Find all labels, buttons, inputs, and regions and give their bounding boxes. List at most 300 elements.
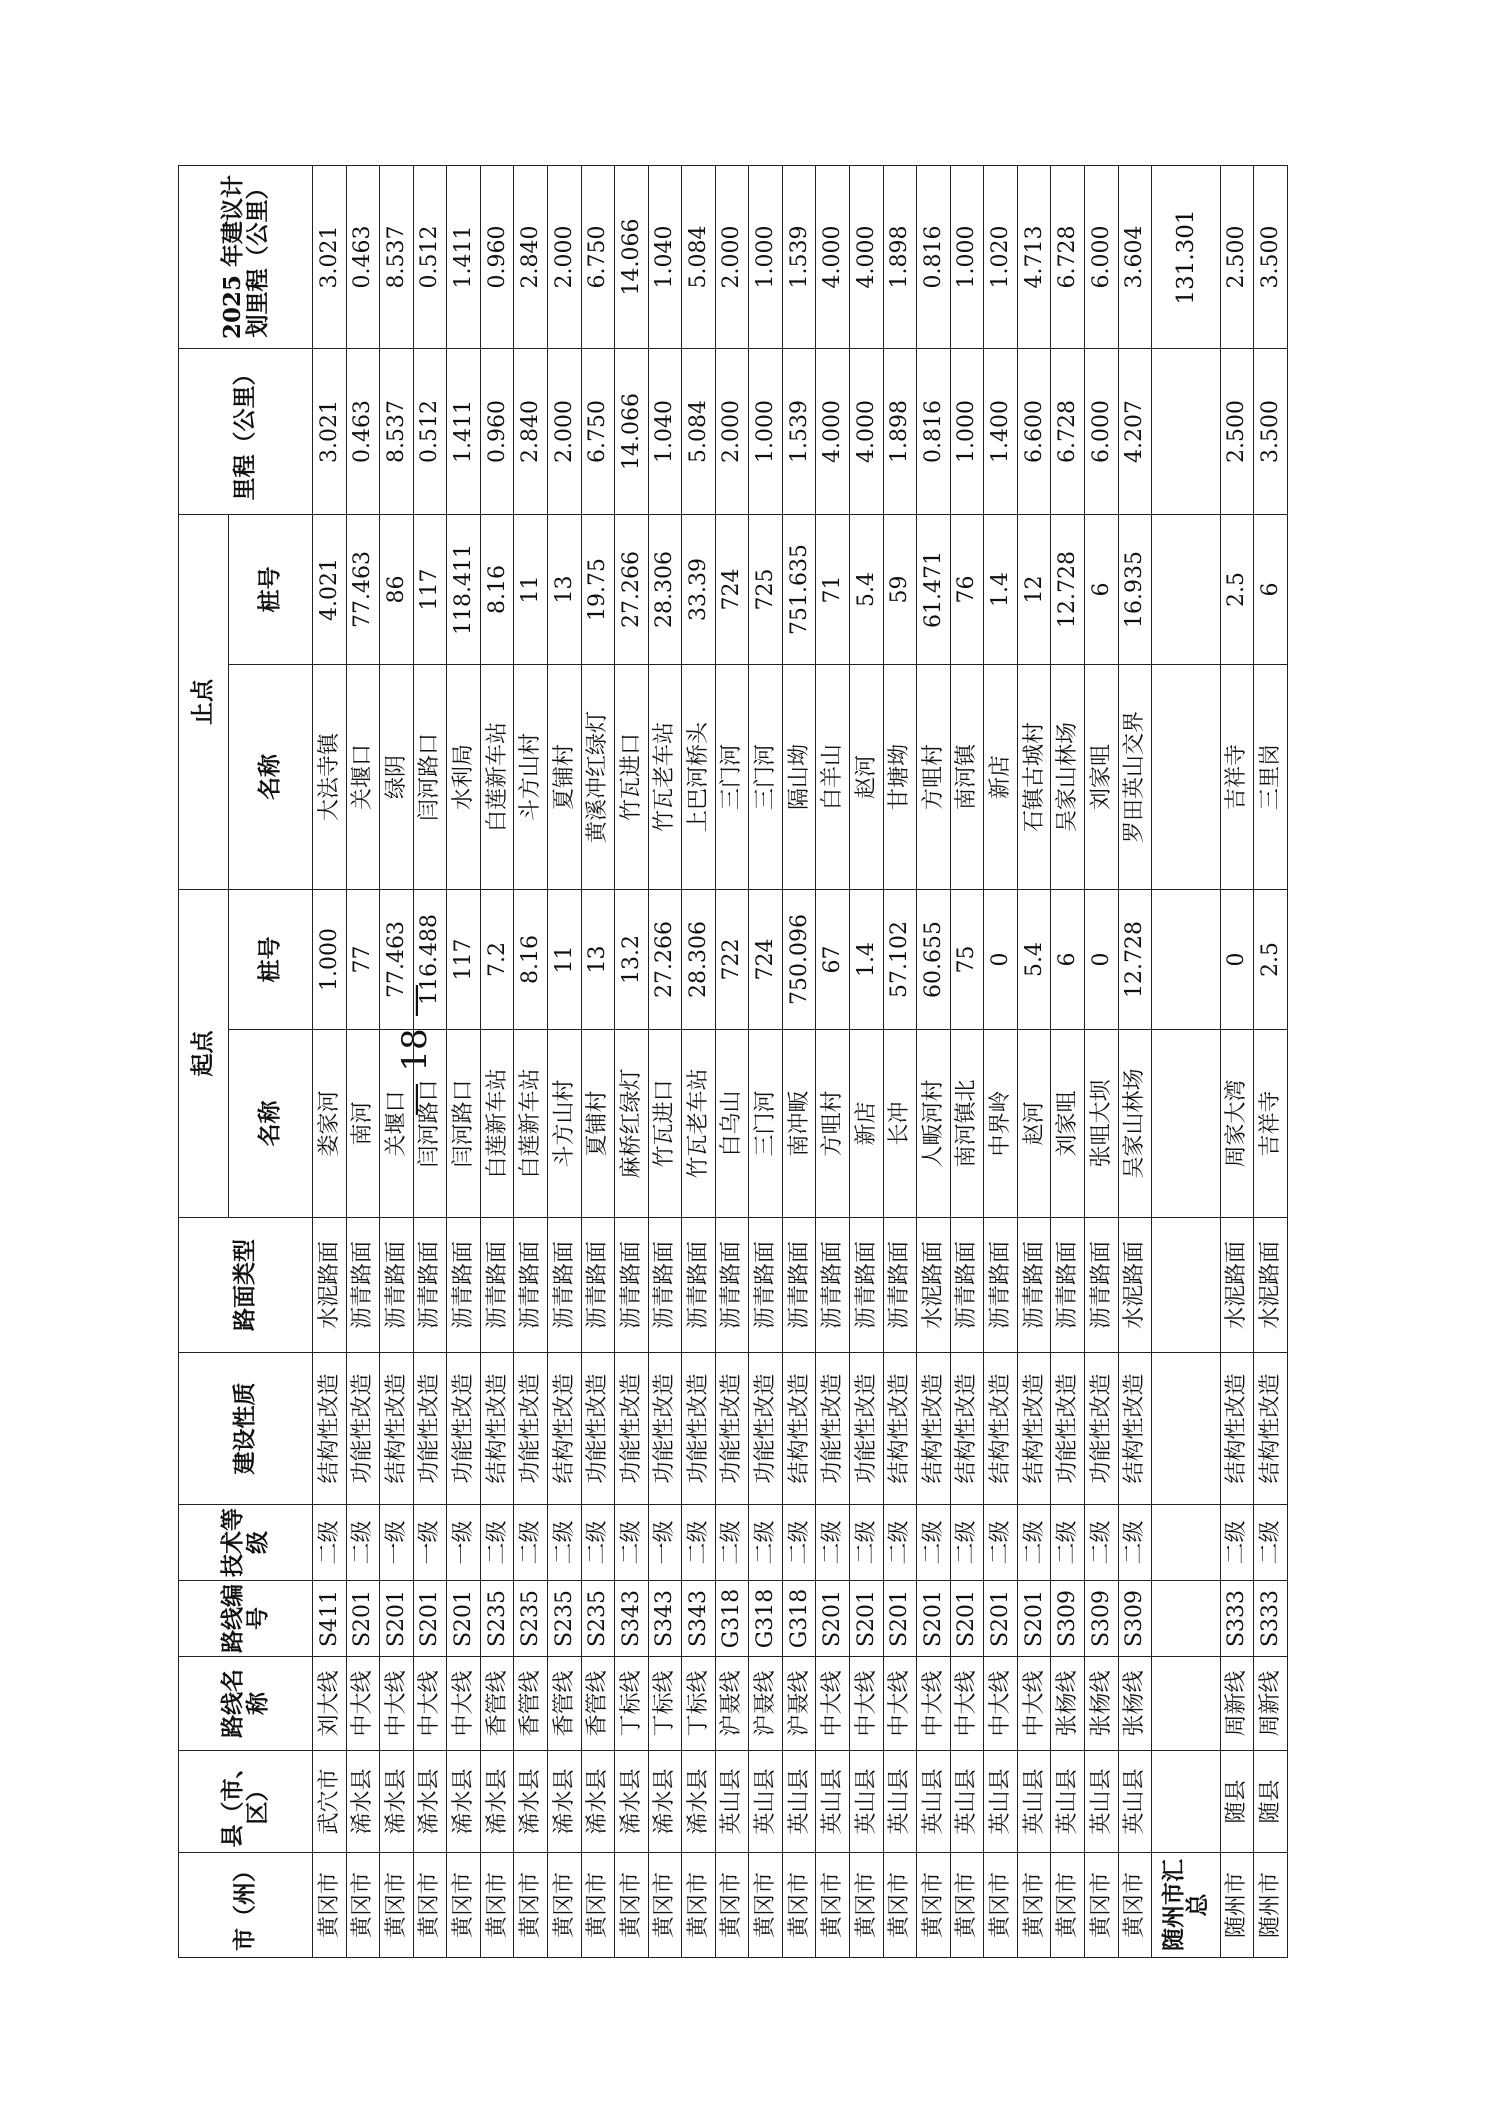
- cell-end-name: 上巴河桥头: [682, 665, 716, 890]
- cell-construction-type: 功能性改造: [1051, 1353, 1085, 1505]
- cell-pavement-type: 沥青路面: [447, 1218, 481, 1353]
- cell-pavement-type: 沥青路面: [615, 1218, 649, 1353]
- cell-start-stake: 77: [346, 890, 380, 1030]
- cell-plan-2025: 4.000: [850, 166, 884, 349]
- cell-mileage: 2.000: [715, 349, 749, 515]
- cell-start-name: 白莲新车站: [480, 1030, 514, 1218]
- cell-end-stake: 8.16: [480, 515, 514, 665]
- cell-route-code: G318: [749, 1581, 783, 1657]
- cell-construction-type: 结构性改造: [917, 1353, 951, 1505]
- cell-route-name: 丁标线: [682, 1657, 716, 1751]
- cell-city: 黄冈市: [1118, 1853, 1152, 1958]
- cell-end-name: 关堰口: [346, 665, 380, 890]
- cell-city: 黄冈市: [1051, 1853, 1085, 1958]
- table-row: [715, 166, 749, 1958]
- cell-tech-grade: 二级: [547, 1505, 581, 1581]
- cell-end-name: 南河镇: [950, 665, 984, 890]
- cell-city: 黄冈市: [547, 1853, 581, 1958]
- cell-county: 浠水县: [514, 1751, 548, 1853]
- cell-route-code: S343: [648, 1581, 682, 1657]
- cell-county: 武穴市: [313, 1751, 347, 1853]
- cell-start-name: 方咀村: [816, 1030, 850, 1218]
- summary-empty-cell: [1152, 515, 1221, 665]
- cell-route-name: 周新线: [1254, 1657, 1288, 1751]
- cell-pavement-type: 沥青路面: [581, 1218, 615, 1353]
- cell-county: 英山县: [715, 1751, 749, 1853]
- cell-route-name: 张杨线: [1084, 1657, 1118, 1751]
- cell-plan-2025: 1.000: [749, 166, 783, 349]
- cell-construction-type: 结构性改造: [1017, 1353, 1051, 1505]
- cell-end-stake: 28.306: [648, 515, 682, 665]
- cell-start-name: 刘家咀: [1051, 1030, 1085, 1218]
- cell-city: 黄冈市: [850, 1853, 884, 1958]
- cell-plan-2025: 5.084: [682, 166, 716, 349]
- cell-city: 黄冈市: [615, 1853, 649, 1958]
- cell-tech-grade: 一级: [447, 1505, 481, 1581]
- cell-end-name: 绿阴: [380, 665, 414, 890]
- cell-tech-grade: 二级: [615, 1505, 649, 1581]
- cell-county: 英山县: [850, 1751, 884, 1853]
- cell-end-stake: 6: [1084, 515, 1118, 665]
- cell-city: 黄冈市: [581, 1853, 615, 1958]
- cell-route-name: 中大线: [380, 1657, 414, 1751]
- cell-county: 浠水县: [346, 1751, 380, 1853]
- cell-route-name: 中大线: [816, 1657, 850, 1751]
- summary-empty-cell: [1152, 1218, 1221, 1353]
- cell-construction-type: 功能性改造: [514, 1353, 548, 1505]
- table-row: [581, 166, 615, 1958]
- summary-empty-cell: [1152, 1657, 1221, 1751]
- cell-route-name: 中大线: [850, 1657, 884, 1751]
- cell-end-stake: 751.635: [782, 515, 816, 665]
- cell-start-stake: 60.655: [917, 890, 951, 1030]
- cell-tech-grade: 二级: [850, 1505, 884, 1581]
- cell-end-stake: 4.021: [313, 515, 347, 665]
- header-tech-grade: 技术等级: [179, 1505, 313, 1581]
- cell-route-name: 香管线: [547, 1657, 581, 1751]
- cell-route-name: 中大线: [1017, 1657, 1051, 1751]
- cell-tech-grade: 二级: [313, 1505, 347, 1581]
- cell-route-name: 沪聂线: [715, 1657, 749, 1751]
- cell-construction-type: 结构性改造: [1254, 1353, 1288, 1505]
- cell-pavement-type: 沥青路面: [816, 1218, 850, 1353]
- cell-county: 英山县: [984, 1751, 1018, 1853]
- cell-mileage: 0.463: [346, 349, 380, 515]
- cell-tech-grade: 二级: [1051, 1505, 1085, 1581]
- cell-end-stake: 1.4: [984, 515, 1018, 665]
- summary-row: [1152, 166, 1221, 1958]
- cell-county: 浠水县: [581, 1751, 615, 1853]
- cell-pavement-type: 沥青路面: [413, 1218, 447, 1353]
- cell-tech-grade: 二级: [1017, 1505, 1051, 1581]
- cell-start-stake: 7.2: [480, 890, 514, 1030]
- cell-city: 黄冈市: [413, 1853, 447, 1958]
- cell-pavement-type: 沥青路面: [380, 1218, 414, 1353]
- cell-city: 黄冈市: [380, 1853, 414, 1958]
- cell-route-code: S201: [1017, 1581, 1051, 1657]
- cell-mileage: 5.084: [682, 349, 716, 515]
- cell-tech-grade: 二级: [346, 1505, 380, 1581]
- cell-end-name: 竹瓦进口: [615, 665, 649, 890]
- cell-tech-grade: 二级: [1118, 1505, 1152, 1581]
- cell-tech-grade: 二级: [480, 1505, 514, 1581]
- cell-end-stake: 12: [1017, 515, 1051, 665]
- cell-end-stake: 118.411: [447, 515, 481, 665]
- cell-end-name: 方咀村: [917, 665, 951, 890]
- cell-city: 黄冈市: [648, 1853, 682, 1958]
- cell-city: 黄冈市: [313, 1853, 347, 1958]
- cell-pavement-type: 沥青路面: [883, 1218, 917, 1353]
- cell-route-name: 丁标线: [648, 1657, 682, 1751]
- cell-start-stake: 0: [1084, 890, 1118, 1030]
- table-row: [950, 166, 984, 1958]
- cell-route-code: S309: [1051, 1581, 1085, 1657]
- cell-plan-2025: 4.713: [1017, 166, 1051, 349]
- cell-route-name: 张杨线: [1051, 1657, 1085, 1751]
- summary-empty-cell: [1152, 1581, 1221, 1657]
- cell-start-stake: 116.488: [413, 890, 447, 1030]
- cell-start-stake: 28.306: [682, 890, 716, 1030]
- cell-construction-type: 结构性改造: [1220, 1353, 1254, 1505]
- cell-pavement-type: 水泥路面: [1254, 1218, 1288, 1353]
- cell-construction-type: 功能性改造: [648, 1353, 682, 1505]
- cell-plan-2025: 2.000: [547, 166, 581, 349]
- cell-start-stake: 13: [581, 890, 615, 1030]
- cell-city: 随州市: [1220, 1853, 1254, 1958]
- cell-mileage: 6.600: [1017, 349, 1051, 515]
- header-end-point: 止点: [179, 515, 229, 890]
- cell-pavement-type: 沥青路面: [547, 1218, 581, 1353]
- table-row: [346, 166, 380, 1958]
- cell-end-stake: 117: [413, 515, 447, 665]
- header-route-code: 路线编号: [179, 1581, 313, 1657]
- summary-empty-cell: [1152, 1353, 1221, 1505]
- cell-start-name: 长冲: [883, 1030, 917, 1218]
- cell-mileage: 6.750: [581, 349, 615, 515]
- table-row: [917, 166, 951, 1958]
- cell-end-name: 隔山坳: [782, 665, 816, 890]
- cell-construction-type: 结构性改造: [782, 1353, 816, 1505]
- cell-start-stake: 67: [816, 890, 850, 1030]
- cell-tech-grade: 二级: [984, 1505, 1018, 1581]
- cell-route-code: S201: [346, 1581, 380, 1657]
- table-row: [850, 166, 884, 1958]
- cell-pavement-type: 沥青路面: [782, 1218, 816, 1353]
- cell-end-stake: 27.266: [615, 515, 649, 665]
- table-row: [380, 166, 414, 1958]
- cell-end-stake: 724: [715, 515, 749, 665]
- cell-pavement-type: 沥青路面: [514, 1218, 548, 1353]
- cell-route-name: 张杨线: [1118, 1657, 1152, 1751]
- cell-pavement-type: 水泥路面: [1220, 1218, 1254, 1353]
- cell-route-name: 中大线: [413, 1657, 447, 1751]
- cell-construction-type: 功能性改造: [816, 1353, 850, 1505]
- cell-county: 英山县: [782, 1751, 816, 1853]
- cell-end-name: 黄溪冲红绿灯: [581, 665, 615, 890]
- table-row: [447, 166, 481, 1958]
- cell-mileage: 2.000: [547, 349, 581, 515]
- cell-mileage: 2.840: [514, 349, 548, 515]
- cell-city: 黄冈市: [816, 1853, 850, 1958]
- cell-mileage: 1.898: [883, 349, 917, 515]
- table-row: [749, 166, 783, 1958]
- table-row: [1118, 166, 1152, 1958]
- cell-county: 浠水县: [480, 1751, 514, 1853]
- table-row: [1051, 166, 1085, 1958]
- cell-end-stake: 11: [514, 515, 548, 665]
- cell-tech-grade: 一级: [648, 1505, 682, 1581]
- cell-tech-grade: 一级: [413, 1505, 447, 1581]
- cell-tech-grade: 二级: [782, 1505, 816, 1581]
- cell-end-name: 罗田英山交界: [1118, 665, 1152, 890]
- cell-start-name: 竹瓦老车站: [682, 1030, 716, 1218]
- cell-route-code: S201: [380, 1581, 414, 1657]
- cell-construction-type: 结构性改造: [883, 1353, 917, 1505]
- cell-route-name: 中大线: [883, 1657, 917, 1751]
- table-row: [1017, 166, 1051, 1958]
- data-table-container: [178, 166, 1288, 1958]
- cell-end-name: 甘塘坳: [883, 665, 917, 890]
- cell-pavement-type: 水泥路面: [1118, 1218, 1152, 1353]
- cell-route-code: S343: [615, 1581, 649, 1657]
- cell-construction-type: 功能性改造: [581, 1353, 615, 1505]
- cell-county: 英山县: [1051, 1751, 1085, 1853]
- cell-start-stake: 27.266: [648, 890, 682, 1030]
- cell-end-stake: 2.5: [1220, 515, 1254, 665]
- cell-start-name: 闫河路口: [447, 1030, 481, 1218]
- cell-route-code: G318: [715, 1581, 749, 1657]
- cell-city: 黄冈市: [984, 1853, 1018, 1958]
- cell-start-name: 三门河: [749, 1030, 783, 1218]
- cell-start-name: 竹瓦进口: [648, 1030, 682, 1218]
- table-row: [648, 166, 682, 1958]
- cell-end-name: 吴家山林场: [1051, 665, 1085, 890]
- cell-pavement-type: 沥青路面: [1051, 1218, 1085, 1353]
- cell-start-name: 吉祥寺: [1254, 1030, 1288, 1218]
- cell-mileage: 4.000: [816, 349, 850, 515]
- cell-plan-2025: 0.463: [346, 166, 380, 349]
- summary-empty-cell: [1152, 1030, 1221, 1218]
- cell-end-name: 斗方山村: [514, 665, 548, 890]
- cell-plan-2025: 2.000: [715, 166, 749, 349]
- summary-empty-cell: [1152, 1505, 1221, 1581]
- summary-empty-cell: [1152, 349, 1221, 515]
- table-row: [816, 166, 850, 1958]
- cell-route-code: S201: [917, 1581, 951, 1657]
- cell-mileage: 3.500: [1254, 349, 1288, 515]
- cell-start-stake: 117: [447, 890, 481, 1030]
- cell-end-name: 刘家咀: [1084, 665, 1118, 890]
- cell-tech-grade: 二级: [816, 1505, 850, 1581]
- header-route-name: 路线名称: [179, 1657, 313, 1751]
- cell-end-name: 吉祥寺: [1220, 665, 1254, 890]
- cell-mileage: 4.207: [1118, 349, 1152, 515]
- cell-start-stake: 8.16: [514, 890, 548, 1030]
- cell-county: 浠水县: [682, 1751, 716, 1853]
- cell-plan-2025: 3.021: [313, 166, 347, 349]
- cell-county: 浠水县: [547, 1751, 581, 1853]
- cell-mileage: 14.066: [615, 349, 649, 515]
- cell-county: 英山县: [883, 1751, 917, 1853]
- cell-start-name: 中界岭: [984, 1030, 1018, 1218]
- cell-tech-grade: 二级: [682, 1505, 716, 1581]
- cell-plan-2025: 3.604: [1118, 166, 1152, 349]
- cell-end-stake: 76: [950, 515, 984, 665]
- cell-end-stake: 16.935: [1118, 515, 1152, 665]
- cell-start-name: 人畈河村: [917, 1030, 951, 1218]
- cell-mileage: 1.000: [950, 349, 984, 515]
- cell-route-code: S309: [1118, 1581, 1152, 1657]
- cell-construction-type: 结构性改造: [984, 1353, 1018, 1505]
- cell-city: 黄冈市: [950, 1853, 984, 1958]
- cell-county: 浠水县: [380, 1751, 414, 1853]
- cell-tech-grade: 二级: [883, 1505, 917, 1581]
- cell-end-stake: 33.39: [682, 515, 716, 665]
- cell-end-name: 新店: [984, 665, 1018, 890]
- header-county: 县（市、区）: [179, 1751, 313, 1853]
- cell-route-code: S343: [682, 1581, 716, 1657]
- cell-start-name: 白莲新车站: [514, 1030, 548, 1218]
- cell-start-name: 娄家河: [313, 1030, 347, 1218]
- cell-pavement-type: 沥青路面: [682, 1218, 716, 1353]
- summary-plan-2025: 131.301: [1152, 166, 1221, 349]
- cell-end-name: 大法寺镇: [313, 665, 347, 890]
- table-row: [682, 166, 716, 1958]
- cell-end-stake: 6: [1254, 515, 1288, 665]
- table-body: [313, 166, 1288, 1958]
- cell-plan-2025: 1.000: [950, 166, 984, 349]
- table-row: [1220, 166, 1254, 1958]
- header-city: 市（州）: [179, 1853, 313, 1958]
- cell-tech-grade: 二级: [715, 1505, 749, 1581]
- cell-start-stake: 1.000: [313, 890, 347, 1030]
- cell-start-stake: 11: [547, 890, 581, 1030]
- cell-tech-grade: 二级: [1254, 1505, 1288, 1581]
- header-mileage: 里程（公里）: [179, 349, 313, 515]
- cell-route-code: S201: [883, 1581, 917, 1657]
- cell-plan-2025: 2.840: [514, 166, 548, 349]
- cell-start-name: 周家大湾: [1220, 1030, 1254, 1218]
- cell-plan-2025: 6.728: [1051, 166, 1085, 349]
- cell-city: 黄冈市: [1017, 1853, 1051, 1958]
- cell-plan-2025: 0.512: [413, 166, 447, 349]
- cell-end-stake: 725: [749, 515, 783, 665]
- cell-mileage: 1.000: [749, 349, 783, 515]
- cell-start-stake: 75: [950, 890, 984, 1030]
- cell-county: 英山县: [749, 1751, 783, 1853]
- cell-mileage: 3.021: [313, 349, 347, 515]
- cell-city: 黄冈市: [682, 1853, 716, 1958]
- cell-mileage: 1.040: [648, 349, 682, 515]
- cell-route-name: 中大线: [447, 1657, 481, 1751]
- cell-start-name: 南河: [346, 1030, 380, 1218]
- cell-route-code: S201: [816, 1581, 850, 1657]
- cell-pavement-type: 沥青路面: [480, 1218, 514, 1353]
- cell-plan-2025: 6.000: [1084, 166, 1118, 349]
- cell-county: 随县: [1254, 1751, 1288, 1853]
- cell-end-name: 闫河路口: [413, 665, 447, 890]
- cell-route-name: 刘大线: [313, 1657, 347, 1751]
- cell-start-name: 闫河路口: [413, 1030, 447, 1218]
- cell-start-stake: 77.463: [380, 890, 414, 1030]
- cell-start-name: 关堰口: [380, 1030, 414, 1218]
- cell-start-stake: 724: [749, 890, 783, 1030]
- cell-pavement-type: 沥青路面: [1084, 1218, 1118, 1353]
- cell-start-name: 吴家山林场: [1118, 1030, 1152, 1218]
- cell-construction-type: 功能性改造: [1084, 1353, 1118, 1505]
- cell-construction-type: 功能性改造: [715, 1353, 749, 1505]
- cell-city: 黄冈市: [883, 1853, 917, 1958]
- cell-county: 英山县: [1017, 1751, 1051, 1853]
- table-row: [514, 166, 548, 1958]
- cell-end-stake: 71: [816, 515, 850, 665]
- cell-route-code: S411: [313, 1581, 347, 1657]
- cell-end-name: 石镇古城村: [1017, 665, 1051, 890]
- cell-mileage: 0.512: [413, 349, 447, 515]
- header-pavement-type: 路面类型: [179, 1218, 313, 1353]
- table-row: [615, 166, 649, 1958]
- header-plan-2025: 2025 年建议计划里程（公里）: [179, 166, 313, 349]
- cell-county: 浠水县: [413, 1751, 447, 1853]
- header-end-stake: 桩号: [229, 515, 313, 665]
- table-row: [1084, 166, 1118, 1958]
- cell-start-stake: 13.2: [615, 890, 649, 1030]
- cell-end-name: 夏铺村: [547, 665, 581, 890]
- cell-city: 黄冈市: [514, 1853, 548, 1958]
- cell-county: 英山县: [917, 1751, 951, 1853]
- cell-tech-grade: 二级: [917, 1505, 951, 1581]
- cell-start-name: 张咀大坝: [1084, 1030, 1118, 1218]
- cell-construction-type: 结构性改造: [380, 1353, 414, 1505]
- cell-construction-type: 功能性改造: [749, 1353, 783, 1505]
- cell-pavement-type: 沥青路面: [1017, 1218, 1051, 1353]
- cell-plan-2025: 0.960: [480, 166, 514, 349]
- cell-city: 黄冈市: [447, 1853, 481, 1958]
- cell-route-code: S333: [1220, 1581, 1254, 1657]
- cell-end-stake: 5.4: [850, 515, 884, 665]
- cell-plan-2025: 1.020: [984, 166, 1018, 349]
- cell-construction-type: 结构性改造: [1118, 1353, 1152, 1505]
- cell-route-code: S201: [950, 1581, 984, 1657]
- cell-route-code: S309: [1084, 1581, 1118, 1657]
- cell-pavement-type: 沥青路面: [715, 1218, 749, 1353]
- cell-end-stake: 61.471: [917, 515, 951, 665]
- cell-end-name: 三门河: [749, 665, 783, 890]
- cell-route-name: 周新线: [1220, 1657, 1254, 1751]
- cell-route-name: 中大线: [917, 1657, 951, 1751]
- cell-start-stake: 12.728: [1118, 890, 1152, 1030]
- cell-route-code: G318: [782, 1581, 816, 1657]
- cell-mileage: 1.400: [984, 349, 1018, 515]
- cell-county: 英山县: [1084, 1751, 1118, 1853]
- cell-route-name: 香管线: [581, 1657, 615, 1751]
- cell-plan-2025: 2.500: [1220, 166, 1254, 349]
- cell-pavement-type: 水泥路面: [313, 1218, 347, 1353]
- cell-end-name: 三门河: [715, 665, 749, 890]
- cell-start-name: 麻桥红绿灯: [615, 1030, 649, 1218]
- cell-city: 黄冈市: [346, 1853, 380, 1958]
- cell-route-code: S235: [480, 1581, 514, 1657]
- cell-route-code: S201: [447, 1581, 481, 1657]
- cell-end-stake: 86: [380, 515, 414, 665]
- cell-route-code: S235: [581, 1581, 615, 1657]
- cell-pavement-type: 沥青路面: [749, 1218, 783, 1353]
- table-row: [413, 166, 447, 1958]
- cell-route-code: S201: [984, 1581, 1018, 1657]
- cell-city: 黄冈市: [715, 1853, 749, 1958]
- cell-end-name: 水利局: [447, 665, 481, 890]
- header-end-name: 名称: [229, 665, 313, 890]
